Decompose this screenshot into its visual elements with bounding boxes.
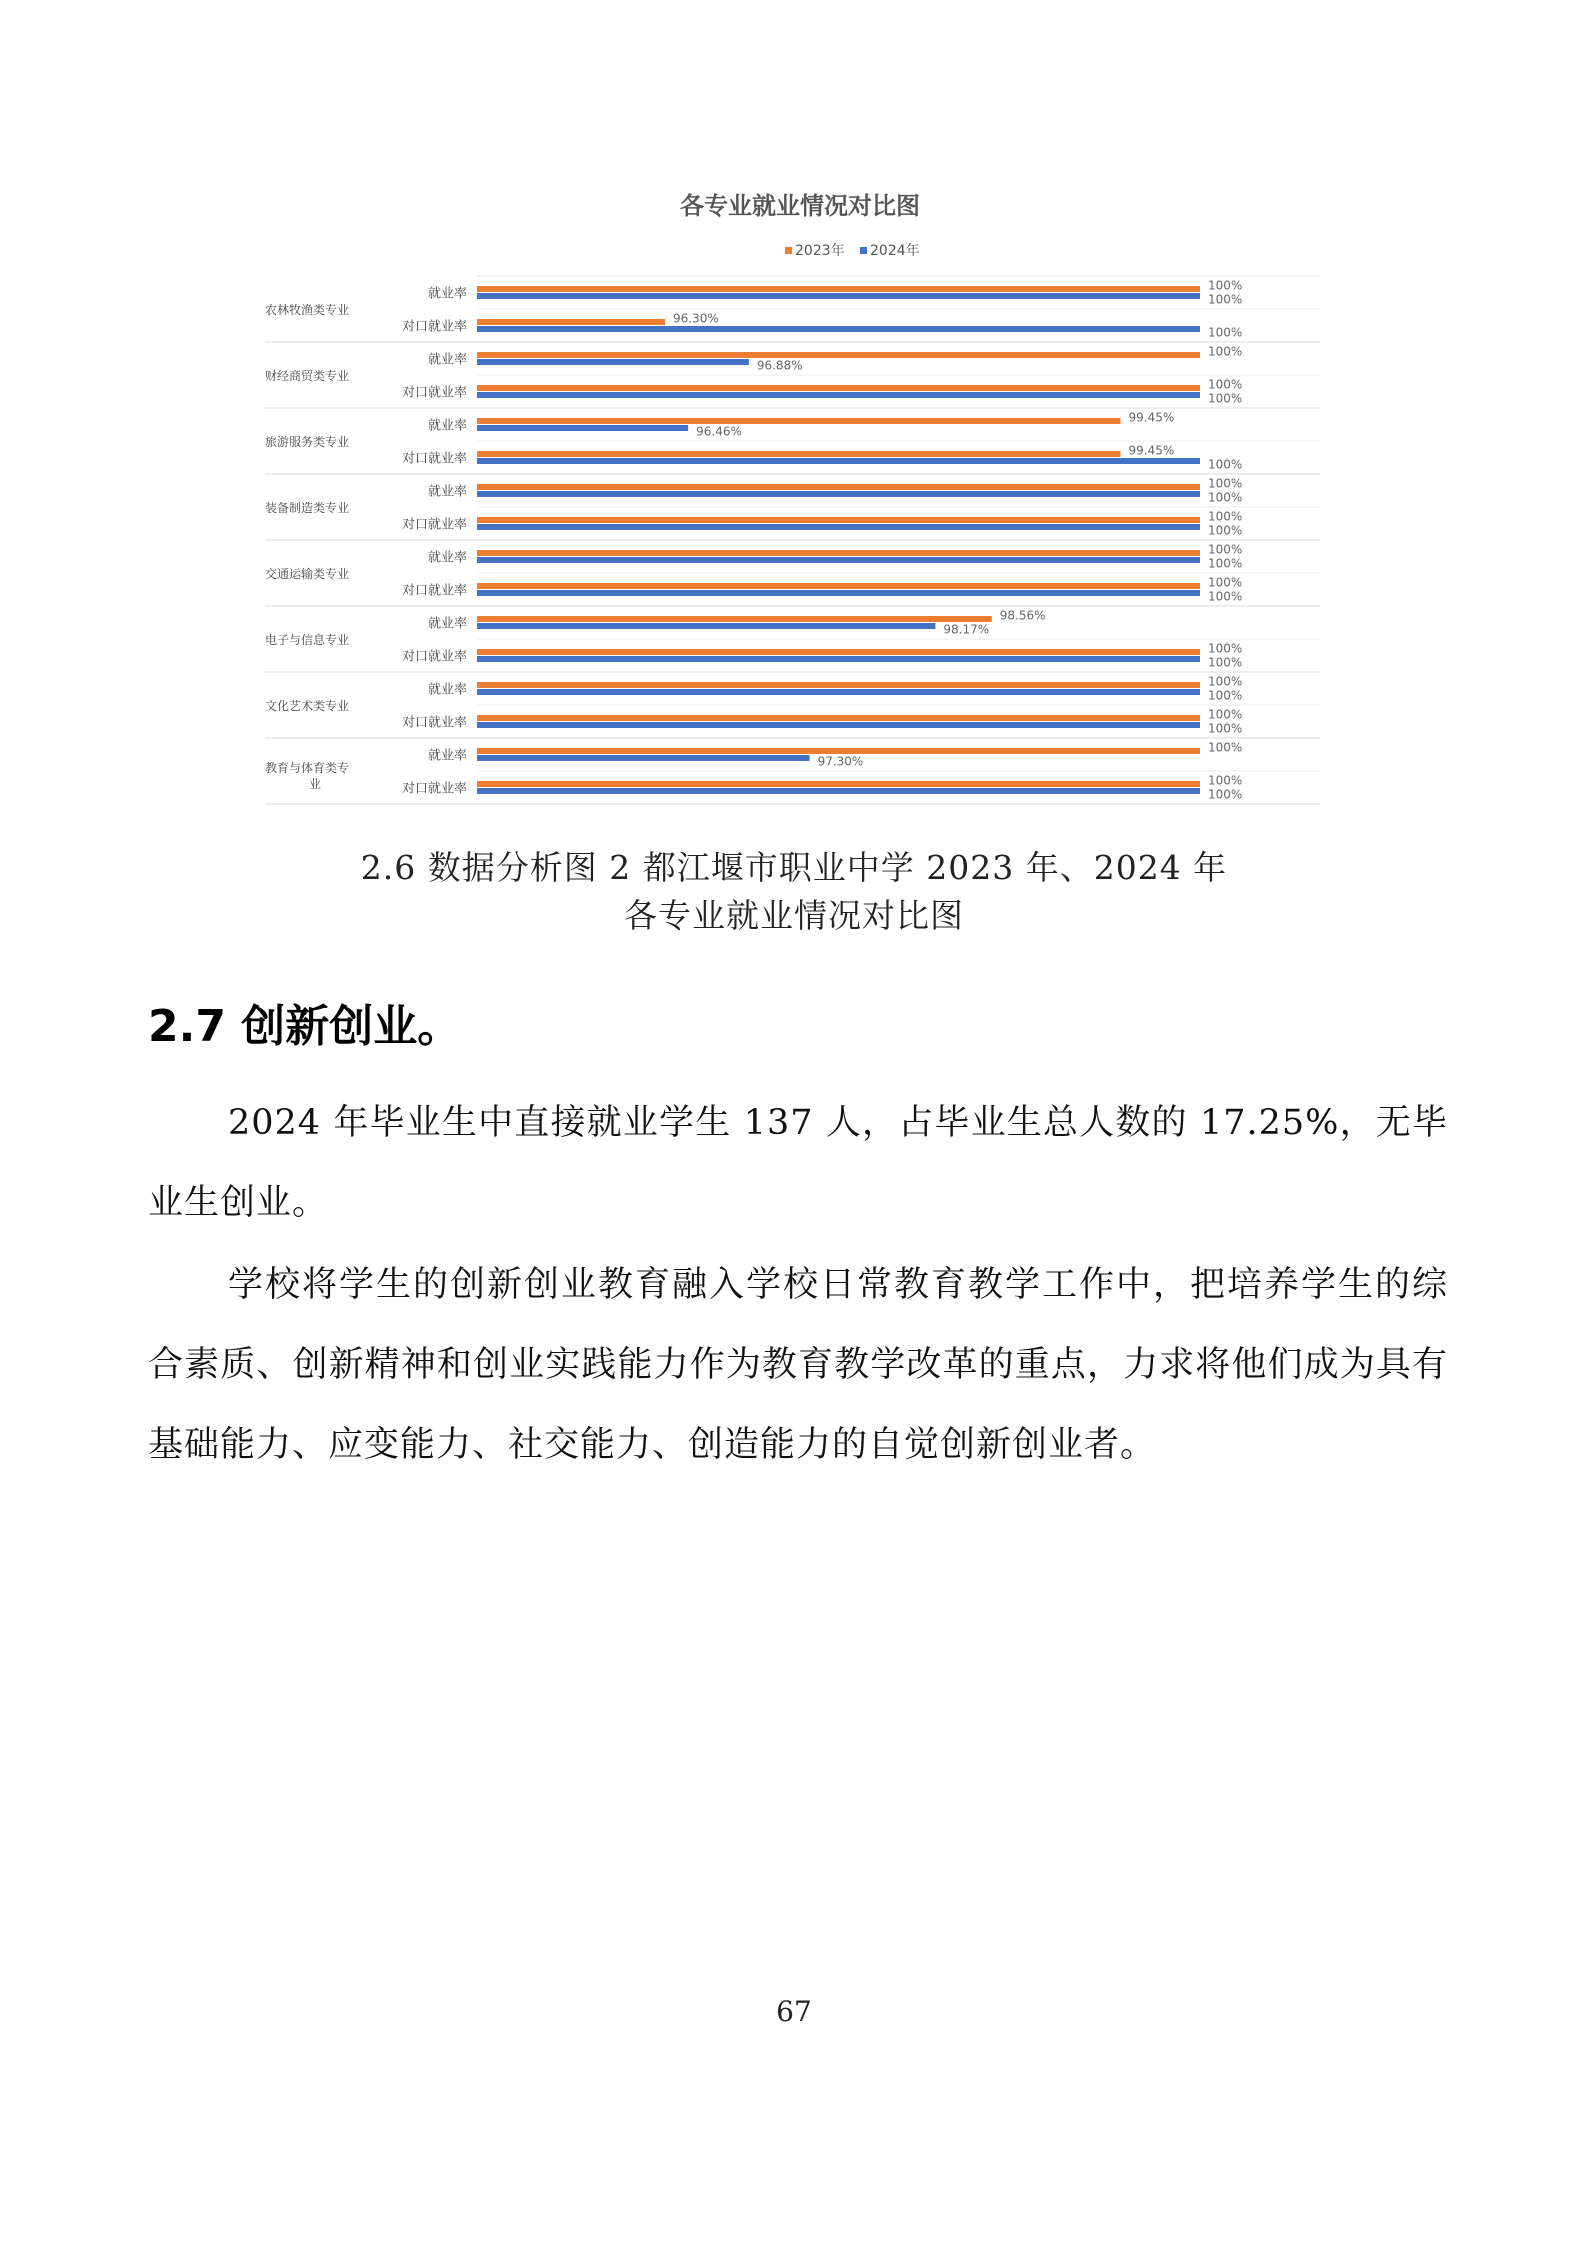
- row-label: 对口就业率: [401, 517, 467, 533]
- group-label: 文化艺术类专业: [265, 699, 350, 713]
- data-label-2024: 100%: [1208, 787, 1243, 802]
- bar-2024: [477, 788, 1200, 794]
- group-label: 教育与体育类专: [265, 761, 350, 775]
- bar-2024: [477, 722, 1200, 728]
- bar-2023: [477, 319, 665, 325]
- figure-caption-line2: 各专业就业情况对比图: [624, 896, 964, 935]
- group-label: 电子与信息专业: [265, 633, 350, 647]
- data-label-2023: 100%: [1208, 344, 1243, 359]
- bar-2023: [477, 517, 1200, 523]
- bar-2024: [477, 491, 1200, 497]
- group-label-cont: 业: [309, 777, 322, 791]
- data-label-2023: 100%: [1208, 542, 1243, 557]
- row-label: 对口就业率: [401, 319, 467, 335]
- bar-2024: [477, 458, 1200, 464]
- data-label-2024: 100%: [1208, 688, 1243, 703]
- data-label-2023: 100%: [1208, 575, 1243, 590]
- data-label-2024: 98.17%: [943, 622, 990, 637]
- row-label: 就业率: [427, 484, 467, 500]
- bar-2024: [477, 557, 1200, 563]
- data-label-2024: 100%: [1208, 391, 1243, 406]
- bar-2024: [477, 293, 1200, 299]
- data-label-2023: 100%: [1208, 707, 1243, 722]
- data-label-2023: 98.56%: [999, 608, 1046, 623]
- row-label: 就业率: [427, 286, 467, 302]
- row-label: 就业率: [427, 748, 467, 764]
- group-label: 旅游服务类专业: [265, 435, 350, 449]
- group-label: 装备制造类专业: [265, 501, 350, 515]
- paragraph-employment: 2024 年毕业生中直接就业学生 137 人，占毕业生总人数的 17.25%，无毕业生创业。: [148, 1103, 1448, 1223]
- data-label-2023: 100%: [1208, 740, 1243, 755]
- data-label-2024: 100%: [1208, 721, 1243, 736]
- data-label-2023: 100%: [1208, 278, 1243, 293]
- row-label: 对口就业率: [401, 385, 467, 401]
- group-label: 农林牧渔类专业: [265, 303, 350, 317]
- employment-comparison-chart: [255, 180, 1345, 810]
- group-label: 交通运输类专业: [265, 567, 350, 581]
- data-label-2023: 100%: [1208, 377, 1243, 392]
- row-label: 对口就业率: [401, 583, 467, 599]
- bar-2023: [477, 616, 992, 622]
- data-label-2023: 100%: [1208, 773, 1243, 788]
- data-label-2023: 100%: [1208, 509, 1243, 524]
- section-heading: 2.7 创新创业。: [148, 1001, 462, 1052]
- row-label: 就业率: [427, 418, 467, 434]
- bar-2023: [477, 682, 1200, 688]
- data-label-2023: 99.45%: [1128, 410, 1175, 425]
- bar-2024: [477, 359, 749, 365]
- chart-title: 各专业就业情况对比图: [680, 192, 920, 220]
- bar-2023: [477, 484, 1200, 490]
- bar-2023: [477, 550, 1200, 556]
- bar-2023: [477, 715, 1200, 721]
- data-label-2023: 96.30%: [672, 311, 719, 326]
- bar-2023: [477, 418, 1120, 424]
- bar-2024: [477, 623, 935, 629]
- figure-caption-line1: 2.6 数据分析图 2 都江堰市职业中学 2023 年、2024 年: [360, 848, 1228, 887]
- legend-swatch-0: [785, 247, 792, 254]
- group-label: 财经商贸类专业: [265, 369, 350, 383]
- bar-2023: [477, 649, 1200, 655]
- paragraph-innovation: 学校将学生的创新创业教育融入学校日常教育教学工作中，把培养学生的综合素质、创新精神和创业实践能力作为教育教学改革的重点，力求将他们成为具有基础能力、应变能力、社交能力、创造能力的自觉创新创业者。: [148, 1265, 1448, 1465]
- data-label-2024: 100%: [1208, 523, 1243, 538]
- chart-svg: [255, 180, 1345, 810]
- row-label: 对口就业率: [401, 715, 467, 731]
- data-label-2024: 100%: [1208, 457, 1243, 472]
- data-label-2024: 100%: [1208, 325, 1243, 340]
- bar-2024: [477, 326, 1200, 332]
- data-label-2024: 100%: [1208, 292, 1243, 307]
- bar-2024: [477, 425, 688, 431]
- bar-2024: [477, 656, 1200, 662]
- data-label-2024: 97.30%: [817, 754, 864, 769]
- data-label-2024: 100%: [1208, 556, 1243, 571]
- data-label-2024: 100%: [1208, 589, 1243, 604]
- bar-2023: [477, 286, 1200, 292]
- bar-2023: [477, 385, 1200, 391]
- row-label: 对口就业率: [401, 781, 467, 797]
- data-label-2023: 100%: [1208, 674, 1243, 689]
- bar-2024: [477, 524, 1200, 530]
- legend-label-0: 2023年: [795, 243, 845, 259]
- row-label: 就业率: [427, 352, 467, 368]
- page-number: 67: [776, 1995, 812, 2028]
- data-label-2024: 100%: [1208, 655, 1243, 670]
- data-label-2024: 100%: [1208, 490, 1243, 505]
- bar-2023: [477, 451, 1120, 457]
- row-label: 对口就业率: [401, 649, 467, 665]
- row-label: 就业率: [427, 550, 467, 566]
- bar-2023: [477, 583, 1200, 589]
- row-label: 就业率: [427, 616, 467, 632]
- bar-2023: [477, 352, 1200, 358]
- data-label-2023: 100%: [1208, 476, 1243, 491]
- data-label-2023: 99.45%: [1128, 443, 1175, 458]
- bar-2023: [477, 748, 1200, 754]
- row-label: 对口就业率: [401, 451, 467, 467]
- bar-2024: [477, 590, 1200, 596]
- data-label-2024: 96.46%: [696, 424, 742, 439]
- data-label-2023: 100%: [1208, 641, 1243, 656]
- bar-2024: [477, 392, 1200, 398]
- legend-swatch-1: [860, 247, 867, 254]
- data-label-2024: 96.88%: [756, 358, 803, 373]
- row-label: 就业率: [427, 682, 467, 698]
- bar-2023: [477, 781, 1200, 787]
- legend-label-1: 2024年: [870, 243, 920, 259]
- bar-2024: [477, 689, 1200, 695]
- bar-2024: [477, 755, 810, 761]
